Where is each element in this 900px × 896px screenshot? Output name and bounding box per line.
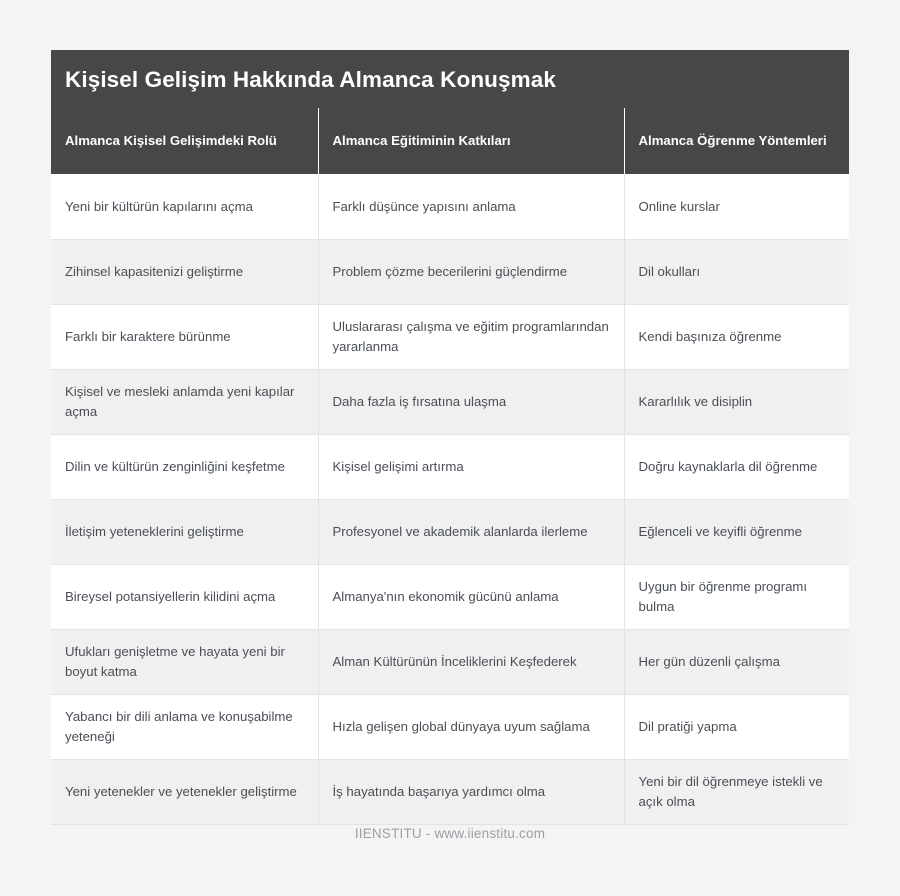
- table-cell: Kararlılık ve disiplin: [624, 369, 849, 434]
- table-cell: İş hayatında başarıya yardımcı olma: [318, 759, 624, 824]
- table-cell: Online kurslar: [624, 174, 849, 239]
- table-cell: Yabancı bir dili anlama ve konuşabilme yeteneği: [51, 694, 318, 759]
- table-cell: Bireysel potansiyellerin kilidini açma: [51, 564, 318, 629]
- table-cell: Uygun bir öğrenme programı bulma: [624, 564, 849, 629]
- table-cell: Kişisel ve mesleki anlamda yeni kapılar açma: [51, 369, 318, 434]
- table-cell: Doğru kaynaklarla dil öğrenme: [624, 434, 849, 499]
- table-row: [51, 499, 849, 564]
- column-header-2: Almanca Eğitiminin Katkıları: [318, 108, 624, 174]
- table-row: [51, 629, 849, 694]
- table-cell: Kendi başınıza öğrenme: [624, 304, 849, 369]
- table-row: [51, 759, 849, 824]
- table-head: [51, 108, 849, 174]
- table-cell: Her gün düzenli çalışma: [624, 629, 849, 694]
- table-row: [51, 304, 849, 369]
- table-row: [51, 369, 849, 434]
- table-cell: Almanya'nın ekonomik gücünü anlama: [318, 564, 624, 629]
- table-cell: Farklı bir karaktere bürünme: [51, 304, 318, 369]
- comparison-table: [51, 108, 849, 825]
- table-cell: Hızla gelişen global dünyaya uyum sağlama: [318, 694, 624, 759]
- table-body: [51, 174, 849, 824]
- page-title: Kişisel Gelişim Hakkında Almanca Konuşmak: [51, 50, 849, 108]
- table-cell: Daha fazla iş fırsatına ulaşma: [318, 369, 624, 434]
- table-cell: Alman Kültürünün İnceliklerini Keşfederek: [318, 629, 624, 694]
- table-cell: Ufukları genişletme ve hayata yeni bir boyut katma: [51, 629, 318, 694]
- table-row: [51, 239, 849, 304]
- footer-attribution: IIENSTITU - www.iienstitu.com: [354, 826, 546, 841]
- table-row: [51, 434, 849, 499]
- table-cell: Dil okulları: [624, 239, 849, 304]
- table-row: [51, 694, 849, 759]
- table-cell: İletişim yeteneklerini geliştirme: [51, 499, 318, 564]
- table-cell: Yeni yetenekler ve yetenekler geliştirme: [51, 759, 318, 824]
- table-row: [51, 564, 849, 629]
- table-cell: Problem çözme becerilerini güçlendirme: [318, 239, 624, 304]
- column-header-1: Almanca Kişisel Gelişimdeki Rolü: [51, 108, 318, 174]
- column-header-3: Almanca Öğrenme Yöntemleri: [624, 108, 849, 174]
- table-cell: Dil pratiği yapma: [624, 694, 849, 759]
- table-cell: Profesyonel ve akademik alanlarda ilerleme: [318, 499, 624, 564]
- table-cell: Dilin ve kültürün zenginliğini keşfetme: [51, 434, 318, 499]
- table-header-row: [51, 108, 849, 174]
- table-cell: Eğlenceli ve keyifli öğrenme: [624, 499, 849, 564]
- table-cell: Farklı düşünce yapısını anlama: [318, 174, 624, 239]
- table-cell: Uluslararası çalışma ve eğitim programlarından yararlanma: [318, 304, 624, 369]
- table-row: [51, 174, 849, 239]
- table-cell: Kişisel gelişimi artırma: [318, 434, 624, 499]
- table-cell: Zihinsel kapasitenizi geliştirme: [51, 239, 318, 304]
- table-cell: Yeni bir dil öğrenmeye istekli ve açık olma: [624, 759, 849, 824]
- table-container: [51, 50, 849, 825]
- table-cell: Yeni bir kültürün kapılarını açma: [51, 174, 318, 239]
